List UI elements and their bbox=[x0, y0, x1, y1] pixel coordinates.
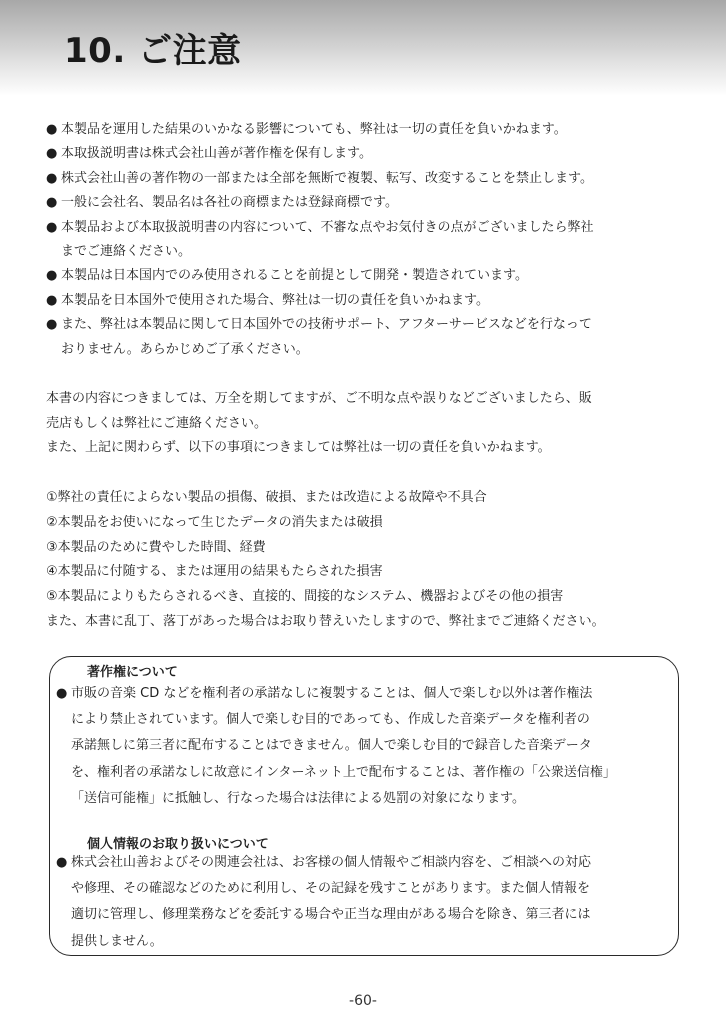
notice-text: 本製品および本取扱説明書の内容について、不審な点やお気付きの点がございましたら弊社 bbox=[61, 219, 594, 235]
bullet-icon: ● bbox=[46, 268, 58, 284]
notice-item bbox=[46, 167, 686, 191]
page-number: -60- bbox=[349, 993, 377, 1009]
paragraph-line: また、上記に関わらず、以下の事項につきましては弊社は一切の責任を負いかねます。 bbox=[46, 440, 551, 456]
copyright-privacy-box bbox=[49, 656, 679, 956]
copyright-line: ● 市販の音楽 CD などを権利者の承諾なしに複製することは、個人で楽しむ以外は著作権法 bbox=[59, 681, 616, 707]
bullet-icon: ● bbox=[46, 146, 58, 162]
bullet-icon: ● bbox=[46, 195, 58, 211]
notice-item bbox=[46, 142, 686, 166]
paragraph-line: 売店もしくは弊社にご連絡ください。 bbox=[46, 415, 268, 431]
privacy-line: 提供しません。 bbox=[71, 933, 163, 949]
bullet-icon: ● bbox=[46, 292, 58, 308]
notice-item bbox=[46, 191, 686, 215]
exemption-item: ⑤本製品によりもたらされるべき、直接的、間接的なシステム、機器およびその他の損害 bbox=[46, 589, 564, 605]
paragraph-line: 本書の内容につきましては、万全を期してますが、ご不明な点や誤りなどございましたら、販 bbox=[46, 391, 592, 406]
privacy-heading: 個人情報のお取り扱いについて bbox=[87, 837, 269, 852]
notice-text: までご連絡ください。 bbox=[61, 244, 192, 260]
notice-item bbox=[46, 216, 686, 265]
notice-text: 本取扱説明書は株式会社山善が著作権を保有します。 bbox=[61, 146, 372, 162]
exemption-list bbox=[46, 486, 686, 635]
privacy-block bbox=[56, 850, 592, 955]
privacy-line: や修理、その確認などのために利用し、その記録を残すことがあります。また個人情報を bbox=[71, 881, 590, 897]
notice-text: 一般に会社名、製品名は各社の商標または登録商標です。 bbox=[61, 195, 398, 211]
notice-text: 株式会社山善の著作物の一部または全部を無断で複製、転写、改変することを禁止します。 bbox=[61, 170, 593, 186]
notice-text: 本製品を日本国外で使用された場合、弊社は一切の責任を負いかねます。 bbox=[61, 292, 489, 308]
privacy-line: 適切に管理し、修理業務などを委託する場合や正当な理由がある場合を除き、第三者には bbox=[71, 907, 591, 923]
bullet-icon: ● bbox=[56, 855, 68, 870]
page-title: 10. ご注意 bbox=[64, 31, 242, 71]
exemption-item: ④本製品に付随する、または運用の結果もたらされた損害 bbox=[46, 564, 383, 580]
notice-item bbox=[46, 264, 686, 288]
copyright-line: により禁止されています。個人で楽しむ目的であっても、作成した音楽データを権利者の bbox=[71, 712, 590, 728]
copyright-line: を、権利者の承諾なしに故意にインターネット上で配布することは、著作権の「公衆送信権」 bbox=[71, 764, 616, 780]
copyright-block bbox=[56, 681, 616, 812]
bullet-icon: ● bbox=[56, 686, 68, 701]
bullet-icon: ● bbox=[46, 317, 58, 333]
notice-list bbox=[46, 118, 686, 362]
notice-item bbox=[46, 313, 686, 362]
exemption-item: ①弊社の責任によらない製品の損傷、破損、または改造による故障や不具合 bbox=[46, 490, 487, 505]
copyright-heading: 著作権について bbox=[87, 665, 178, 680]
bullet-icon: ● bbox=[46, 122, 58, 137]
bullet-icon: ● bbox=[46, 170, 58, 186]
notice-item bbox=[46, 118, 686, 142]
bullet-icon: ● bbox=[46, 219, 58, 235]
exemption-item: ②本製品をお使いになって生じたデータの消失または破損 bbox=[46, 514, 383, 530]
copyright-line: 「送信可能権」に抵触し、行なった場合は法律による処罰の対象になります。 bbox=[71, 790, 525, 806]
privacy-line: ● 株式会社山善およびその関連会社は、お客様の個人情報やご相談内容を、ご相談への対応 bbox=[59, 850, 591, 876]
notice-text: おりません。あらかじめご了承ください。 bbox=[61, 341, 309, 357]
notice-item bbox=[46, 289, 686, 313]
copyright-line: 承諾無しに第三者に配布することはできません。個人で楽しむ目的で録音した音楽データ bbox=[71, 738, 592, 754]
disclaimer-paragraph bbox=[46, 387, 686, 461]
notice-text: 本製品を運用した結果のいかなる影響についても、弊社は一切の責任を負いかねます。 bbox=[61, 122, 567, 137]
closing-note: また、本書に乱丁、落丁があった場合はお取り替えいたしますので、弊社までご連絡ください。 bbox=[46, 613, 605, 629]
exemption-item: ③本製品のために費やした時間、経費 bbox=[46, 539, 266, 555]
notice-text: 本製品は日本国内でのみ使用されることを前提として開発・製造されています。 bbox=[61, 268, 528, 284]
notice-text: また、弊社は本製品に関して日本国外での技術サポート、アフターサービスなどを行なって bbox=[61, 317, 592, 333]
